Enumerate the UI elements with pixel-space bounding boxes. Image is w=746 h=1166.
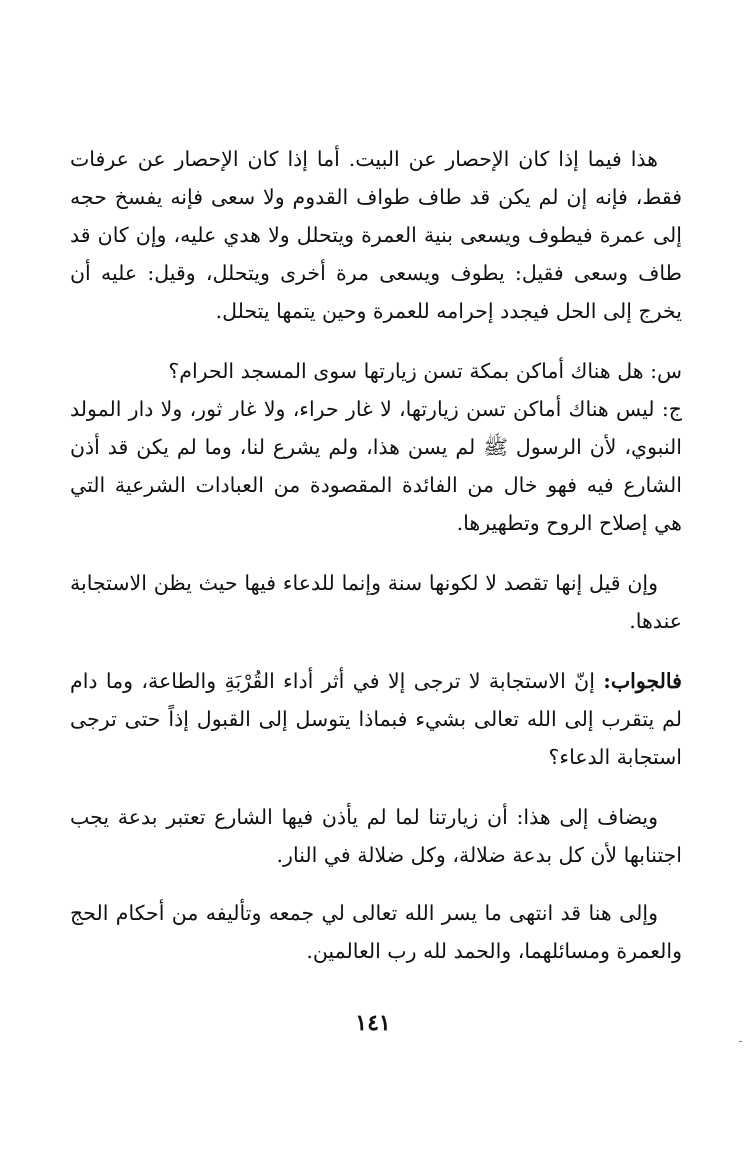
reply-label: فالجواب: bbox=[603, 669, 682, 693]
question-label: س: bbox=[650, 359, 682, 383]
paragraph-ihsar: هذا فيما إذا كان الإحصار عن البيت. أما إذا كان الإحصار عن عرفات فقط، فإنه إن لم يكن قد طاف طواف القدوم ولا سعى فإنه يفسخ حجه إلى عمرة فيطوف ويسعى بنية العمرة ويتحلل ولا هدي عليه، وإن كان قد طاف وسعى فقيل: يطوف ويسعى مرة أخرى ويتحلل، وقيل: عليه أن يخرج إلى الحل فيجدد إحرامه للعمرة وحين يتمها يتحلل. bbox=[70, 147, 682, 323]
paragraph-objection: وإن قيل إنها تقصد لا لكونها سنة وإنما للدعاء فيها حيث يظن الاستجابة عندها. bbox=[70, 571, 682, 633]
answer-text: ليس هناك أماكن تسن زيارتها، لا غار حراء، ولا غار ثور، ولا دار المولد النبوي، لأن الرسول ﷺ لم يسن هذا، ولم يشرع لنا، وما لم يكن قد أذن الشارع فيه فهو خال من الفائدة المقصودة من العبادات الشرعية التي هي إصلاح الروح وتطهيرها. bbox=[70, 397, 682, 535]
answer-label-ja: ج: bbox=[661, 397, 682, 421]
paragraph-reply bbox=[70, 662, 682, 776]
question-text: هل هناك أماكن بمكة تسن زيارتها سوى المسجد الحرام؟ bbox=[168, 359, 644, 383]
paragraph-closing: وإلى هنا قد انتهى ما يسر الله تعالى لي جمعه وتأليفه من أحكام الحج والعمرة ومسائلهما، والحمد لله رب العالمين. bbox=[70, 901, 682, 963]
page-body bbox=[70, 140, 682, 970]
paragraph-bidah: ويضاف إلى هذا: أن زيارتنا لما لم يأذن فيها الشارع تعتبر بدعة يجب اجتنابها لأن كل بدعة ضلالة، وكل ضلالة في النار. bbox=[70, 805, 682, 867]
reply-text: إنّ الاستجابة لا ترجى إلا في أثر أداء القُرْبَةِ والطاعة، وما دام لم يتقرب إلى الله تعالى بشيء فبماذا يتوسل إلى القبول إذاً حتى ترجى استجابة الدعاء؟ bbox=[70, 669, 682, 769]
page-number: ١٤١ bbox=[355, 1010, 391, 1036]
answer-paragraph bbox=[70, 390, 682, 542]
question-paragraph bbox=[70, 352, 682, 390]
edge-mark bbox=[739, 1041, 742, 1042]
